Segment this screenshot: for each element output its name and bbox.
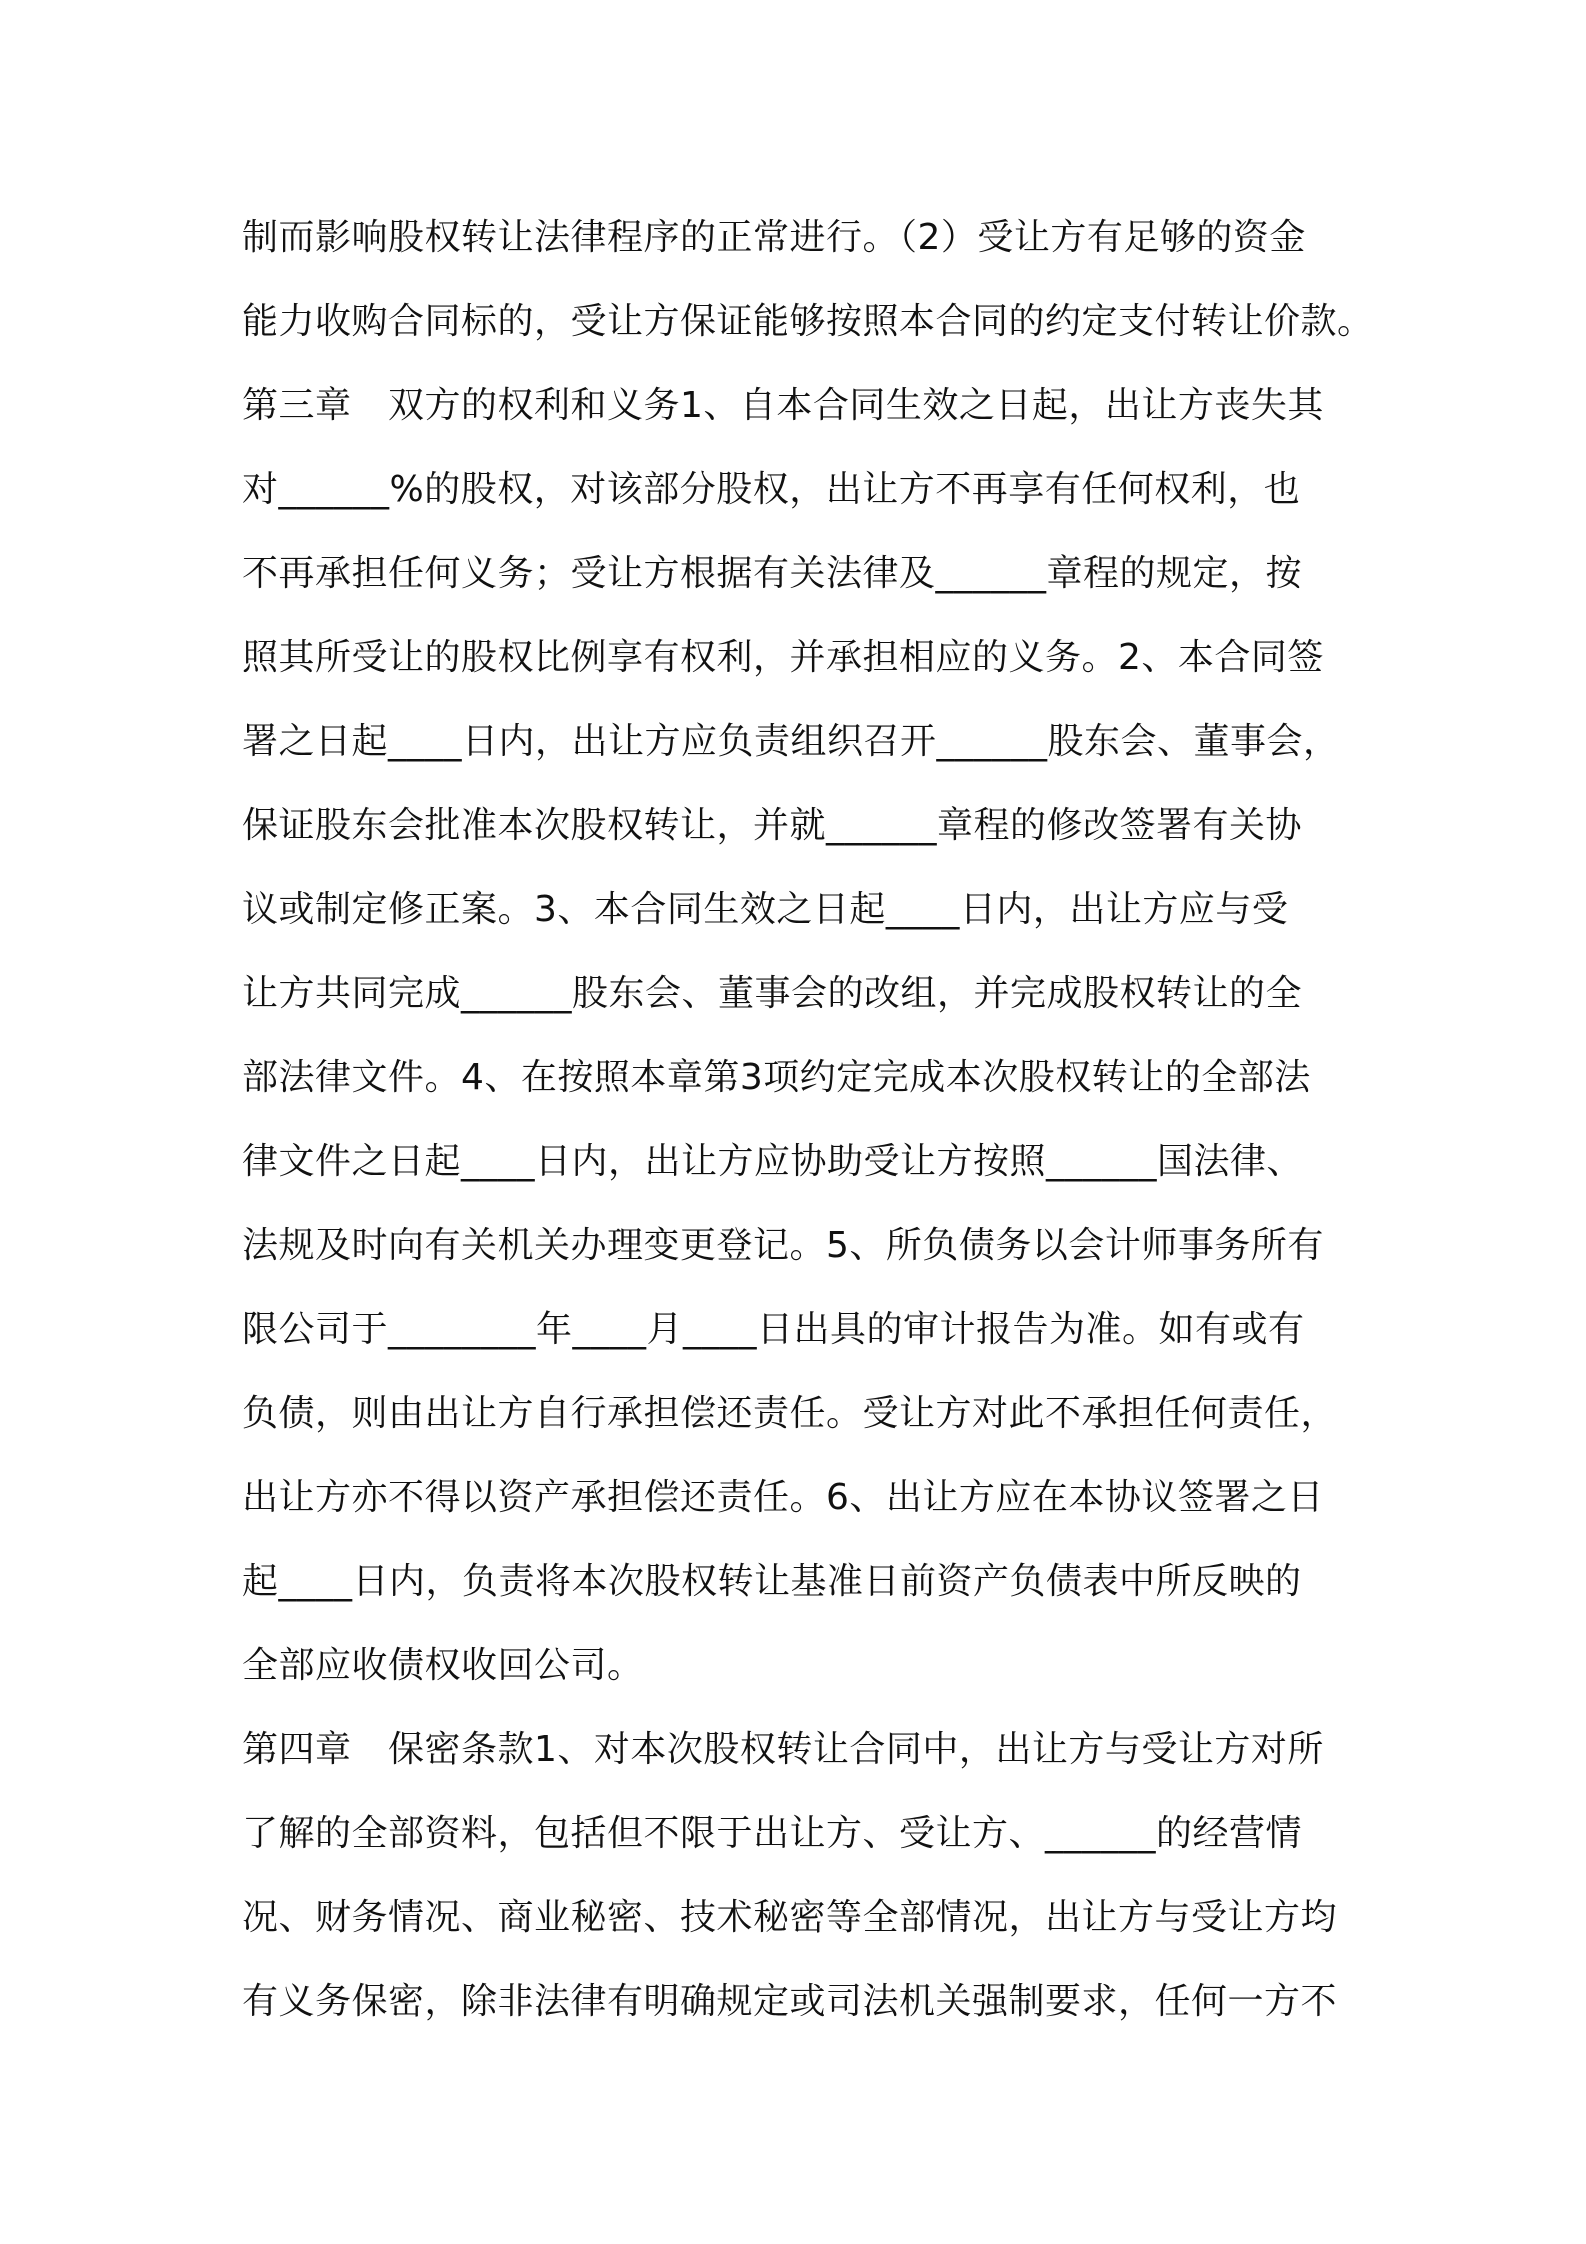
text-line: 照其所受让的股权比例享有权利，并承担相应的义务。2、本合同签 <box>242 637 1324 678</box>
text-line: 全部应收债权收回公司。 <box>242 1645 644 1686</box>
text-line: 了解的全部资料，包括但不限于出让方、受让方、______的经营情 <box>242 1813 1303 1854</box>
text-line: 让方共同完成______股东会、董事会的改组，并完成股权转让的全 <box>242 973 1303 1014</box>
text-line: 限公司于________年____月____日出具的审计报告为准。如有或有 <box>242 1309 1305 1350</box>
text-line: 负债，则由出让方自行承担偿还责任。受让方对此不承担任何责任， <box>242 1393 1338 1434</box>
text-line: 制而影响股权转让法律程序的正常进行。（2）受让方有足够的资金 <box>242 217 1306 258</box>
text-line: 律文件之日起____日内，出让方应协助受让方按照______国法律、 <box>242 1141 1304 1182</box>
text-line: 部法律文件。4、在按照本章第3项约定完成本次股权转让的全部法 <box>242 1057 1311 1098</box>
text-line: 出让方亦不得以资产承担偿还责任。6、出让方应在本协议签署之日 <box>242 1477 1324 1518</box>
text-line: 保证股东会批准本次股权转让，并就______章程的修改签署有关协 <box>242 805 1303 846</box>
text-line: 起____日内，负责将本次股权转让基准日前资产负债表中所反映的 <box>242 1561 1302 1602</box>
text-line: 法规及时向有关机关办理变更登记。5、所负债务以会计师事务所有 <box>242 1225 1324 1266</box>
text-line: 能力收购合同标的，受让方保证能够按照本合同的约定支付转让价款。 <box>242 301 1374 342</box>
text-line: 有义务保密，除非法律有明确规定或司法机关强制要求，任何一方不 <box>242 1981 1338 2022</box>
text-line: 不再承担任何义务；受让方根据有关法律及______章程的规定，按 <box>242 553 1303 594</box>
text-line: 对______%的股权，对该部分股权，出让方不再享有任何权利，也 <box>242 469 1301 510</box>
text-line: 署之日起____日内，出让方应负责组织召开______股东会、董事会， <box>242 721 1340 762</box>
text-line: 议或制定修正案。3、本合同生效之日起____日内，出让方应与受 <box>242 889 1289 930</box>
text-line: 况、财务情况、商业秘密、技术秘密等全部情况，出让方与受让方均 <box>242 1897 1338 1938</box>
chapter-3-heading-line: 第三章 双方的权利和义务1、自本合同生效之日起，出让方丧失其 <box>242 385 1324 426</box>
contract-text-body <box>242 196 1374 2044</box>
chapter-4-heading-line: 第四章 保密条款1、对本次股权转让合同中，出让方与受让方对所 <box>242 1729 1324 1770</box>
